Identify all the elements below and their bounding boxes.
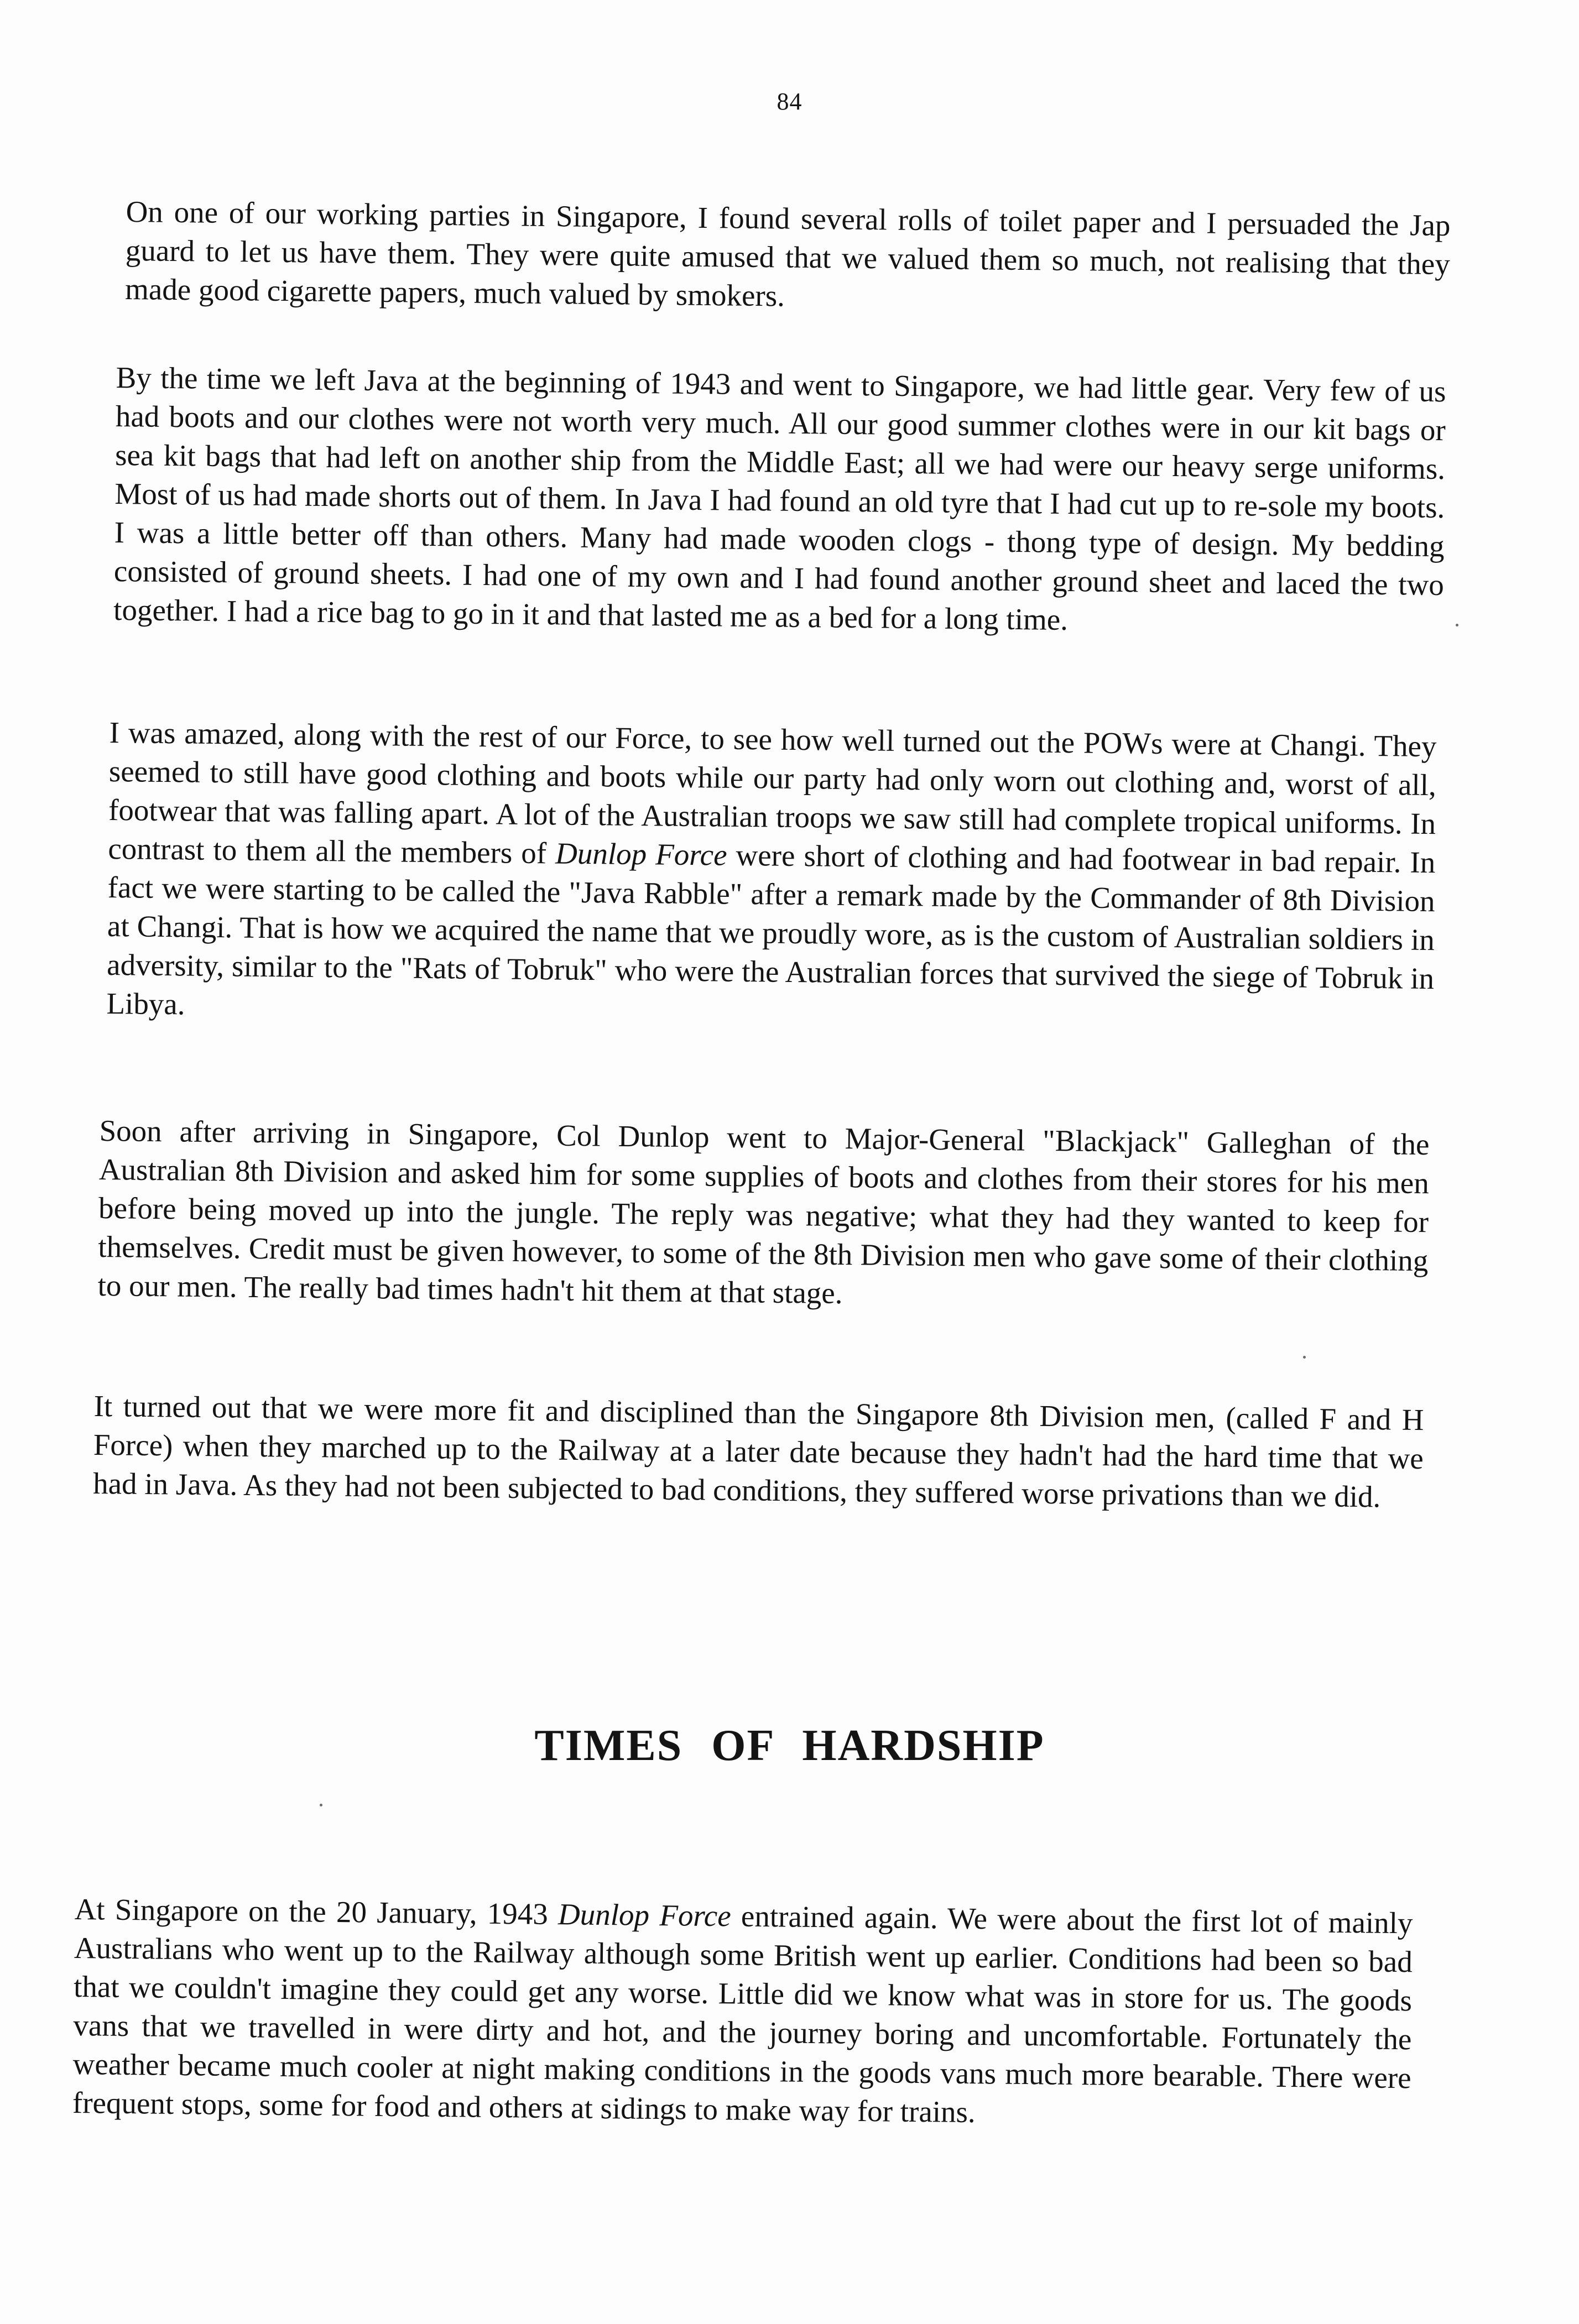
paragraph-galleghan: Soon after arriving in Singapore, Col Dunlop went to Major-General "Blackjack" Galleghan of the Australian 8th Division and asked him for some supplies of boots and clothes from their stores for his men before being moved up into the jungle. The reply was negative; what they had they wanted to keep for themselves. Credit must be given however, to some of the 8th Division men who gave some of their clothing to our men. The really bad times hadn't hit them at that stage. bbox=[97, 1113, 1430, 1310]
paragraph-entrained-text-1: At Singapore on the 20 January, 1943 bbox=[74, 1892, 559, 1931]
paragraph-entrained-text-2: entrained again. We were about the first lot of mainly Australians who went up to the Railway although some British went up earlier. Conditions had been so bad that we couldn't imagine they could get any worse. Little did we know what was in store for us. The goods vans that we travelled in were dirty and hot, and the journey boring and uncomfortable. Fortunately the weather became much cooler at night making conditions in the goods vans much more bearable. There were frequent stops, some for food and others at sidings to make way for trains. bbox=[72, 1899, 1413, 2129]
paragraph-leaving-java: By the time we left Java at the beginning of 1943 and went to Singapore, we had little gear. Very few of us had boots and our clothes were not worth very much. All our good summer clothes were in our kit bags or sea kit bags that had left on another ship from the Middle East; all we had were our heavy serge uniforms. Most of us had made shorts out of them. In Java I had found an old tyre that I had cut up to re-sole my boots. I was a little better off than others. Many had made wooden clogs - thong type of design. My bedding consisted of ground sheets. I had one of my own and I had found another ground sheet and laced the two together. I had a rice bag to go in it and that lasted me as a bed for a long time. bbox=[113, 360, 1446, 637]
paragraph-changi bbox=[106, 713, 1437, 1037]
paragraph-changi-text-1: I was amazed, along with the rest of our Force, to see how well turned out the POWs were at Changi. They seemed to still have good clothing and boots while our party had only worn out clothing and, worst of all, footwear that was falling apart. A lot of the Australian troops we saw still had complete tropical uniforms. In contrast to them all the members of bbox=[108, 715, 1437, 870]
dunlop-force-italic: Dunlop Force bbox=[557, 1897, 732, 1933]
paragraph-entrained bbox=[72, 1890, 1413, 2136]
paragraph-toilet-paper: On one of our working parties in Singapore, I found several rolls of toilet paper and I persuaded the Jap guard to let us have them. They were quite amused that we valued them so much, not realising that they made good cigarette papers, much valued by smokers. bbox=[124, 194, 1451, 313]
dunlop-force-italic: Dunlop Force bbox=[555, 836, 727, 872]
paragraph-changi-text-2: were short of clothing and had footwear in bad repair. In fact we were starting to be called the "Java Rabble" after a remark made by the Commander of 8th Division at Changi. That is how we acquired the name that we proudly wore, as is the custom of Australian soldiers in adversity, similar to the "Rats of Tobruk" who were the Australian forces that survived the siege of Tobruk in Libya. bbox=[106, 838, 1436, 1021]
scan-speck bbox=[1456, 624, 1458, 626]
scan-speck bbox=[1303, 1356, 1306, 1359]
page-number: 84 bbox=[777, 88, 802, 115]
paragraph-f-and-h-force: It turned out that we were more fit and disciplined than the Singapore 8th Division men, (called F and H Force) when they marched up to the Railway at a later date because they hadn't had the hard time that we had in Java. As they had not been subjected to bad conditions, they suffered worse privations than we did. bbox=[92, 1388, 1424, 1514]
section-heading: TIMES OF HARDSHIP bbox=[534, 1721, 1045, 1770]
scan-speck bbox=[320, 1804, 322, 1806]
